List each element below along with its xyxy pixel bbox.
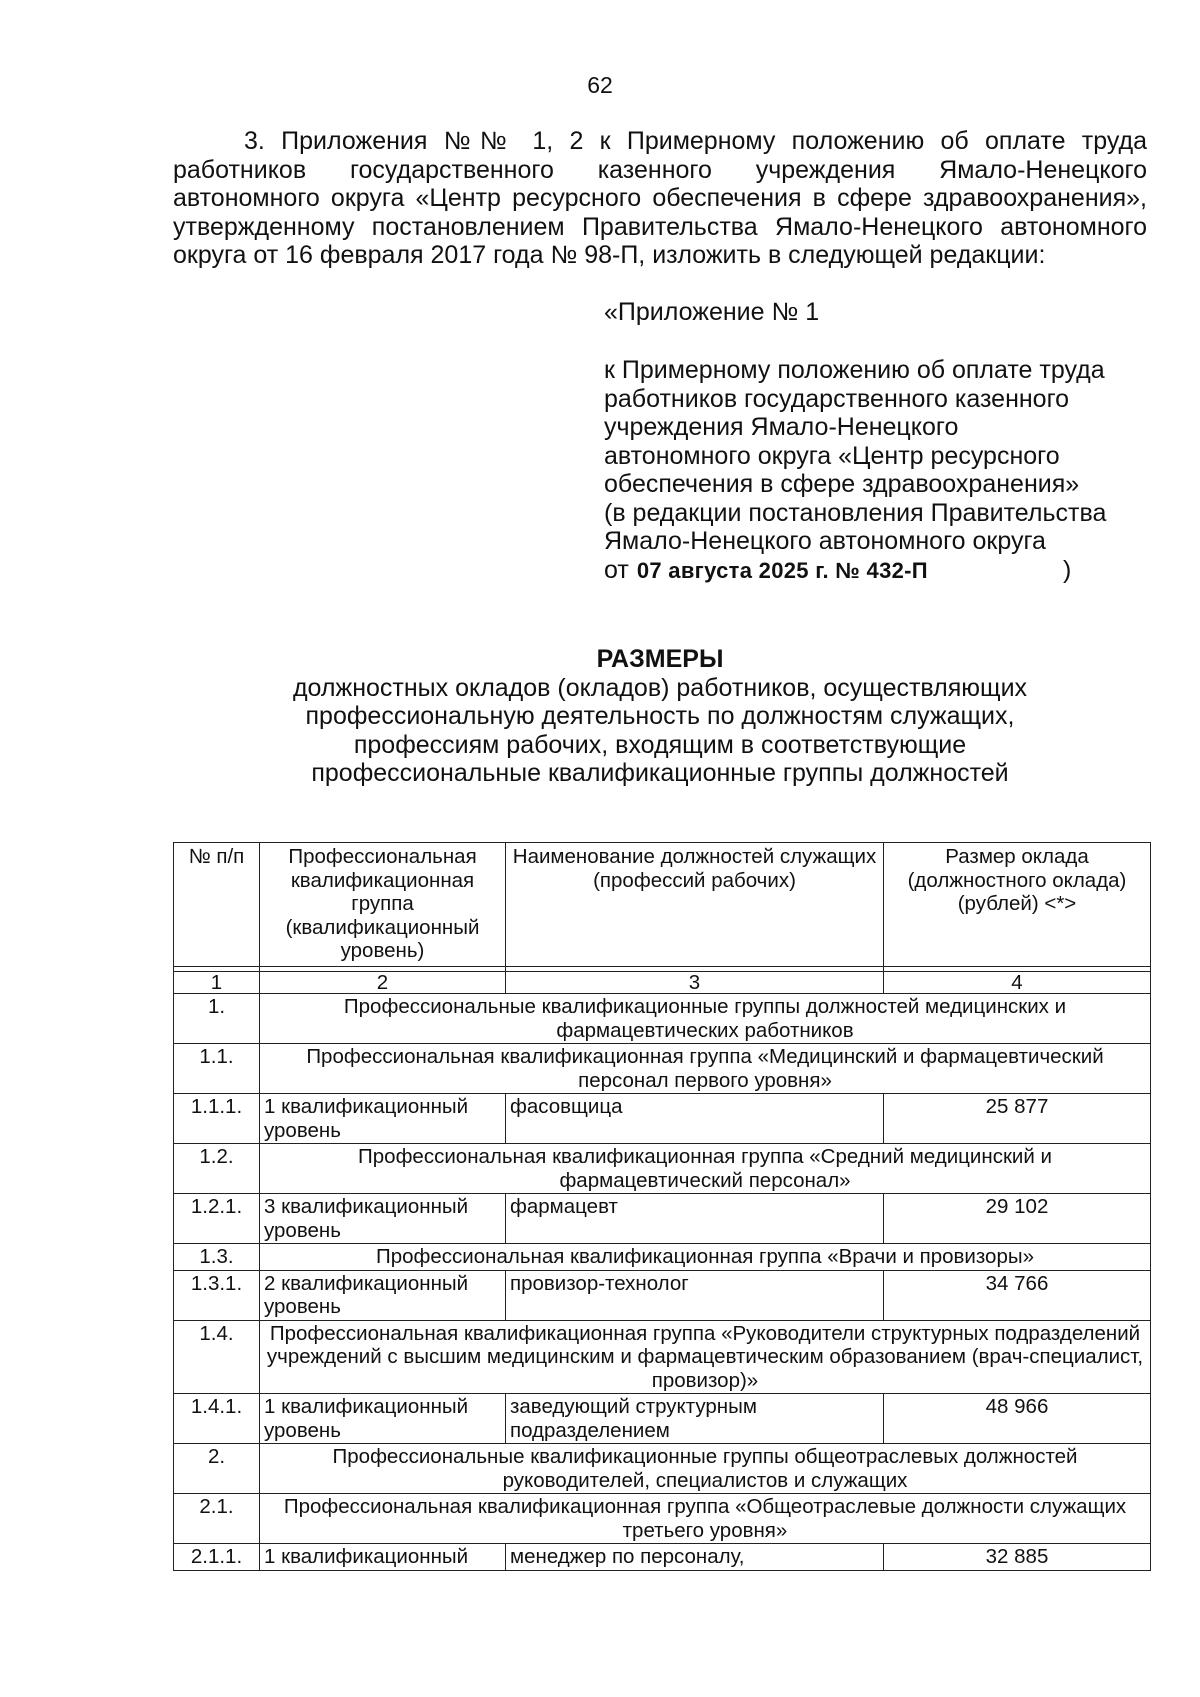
group-title: Профессиональная квалификационная группа «Врачи и провизоры»: [260, 1244, 1151, 1271]
appendix-line: учреждения Ямало-Ненецкого: [604, 413, 959, 441]
header-cell: Профессиональная квалификационная группа (квалификационный уровень): [260, 843, 506, 967]
position-name: менеджер по персоналу,: [506, 1544, 884, 1571]
table-row: [174, 1270, 1151, 1320]
row-number: 1.1.: [174, 1044, 260, 1094]
appendix-line: Ямало-Ненецкого автономного округа: [604, 527, 1046, 555]
qualification-level: 1 квалификационный: [260, 1544, 506, 1571]
page-number: 62: [587, 72, 613, 98]
column-number-row: [174, 972, 1151, 994]
table-row: [174, 1494, 1151, 1544]
position-name: провизор-технолог: [506, 1270, 884, 1320]
group-title: Профессиональная квалификационная группа «Средний медицинский и фармацевтический персонал»: [260, 1144, 1151, 1194]
heading-title: РАЗМЕРЫ: [596, 645, 724, 673]
row-number: 1.1.1.: [174, 1094, 260, 1144]
position-name: фасовщица: [506, 1094, 884, 1144]
salary-value: 34 766: [884, 1270, 1151, 1320]
header-cell: Наименование должностей служащих (профессий рабочих): [506, 843, 884, 967]
heading-line: профессиональную деятельность по должностям служащих,: [305, 702, 1015, 730]
heading-line: профессиональные квалификационные группы должностей: [311, 759, 1009, 787]
table-row: [174, 1394, 1151, 1444]
row-number: 1.4.: [174, 1320, 260, 1394]
row-number: 1.3.1.: [174, 1270, 260, 1320]
group-title: Профессиональная квалификационная группа «Медицинский и фармацевтический персонал первого уровня»: [260, 1044, 1151, 1094]
row-number: 1.: [174, 994, 260, 1044]
salary-value: 25 877: [884, 1094, 1151, 1144]
salary-table: [173, 842, 1151, 1571]
appendix-date-line: [604, 556, 1164, 586]
table-row: [174, 1544, 1151, 1571]
appendix-line: обеспечения в сфере здравоохранения»: [604, 470, 1080, 498]
appendix-line: автономного округа «Центр ресурсного: [604, 441, 1060, 470]
heading-line: должностных окладов (окладов) работников, осуществляющих: [292, 673, 1028, 702]
table-row: [174, 994, 1151, 1044]
salary-value: 32 885: [884, 1544, 1151, 1571]
group-title: Профессиональные квалификационные группы общеотраслевых должностей руководителей, специалистов и служащих: [260, 1444, 1151, 1494]
resolution-date: 07 августа 2025 г. № 432-П: [636, 557, 928, 583]
date-prefix: от: [604, 555, 629, 584]
position-name: фармацевт: [506, 1194, 884, 1244]
table-header-row: [174, 843, 1151, 967]
row-number: 1.4.1.: [174, 1394, 260, 1444]
appendix-line: (в редакции постановления Правительства: [604, 498, 1107, 527]
heading-line: профессиям рабочих, входящим в соответствующие: [353, 730, 967, 759]
group-title: Профессиональная квалификационная группа «Общеотраслевые должности служащих третьего уровня»: [260, 1494, 1151, 1544]
appendix-block: [604, 356, 1164, 585]
table-row: [174, 1094, 1151, 1144]
table-row: [174, 1444, 1151, 1494]
table-row: [174, 1044, 1151, 1094]
group-title: Профессиональные квалификационные группы должностей медицинских и фармацевтических работников: [260, 994, 1151, 1044]
document-heading: [173, 645, 1147, 788]
qualification-level: 1 квалификационный уровень: [260, 1394, 506, 1444]
appendix-line: работников государственного казенного: [604, 384, 1070, 413]
column-number: 2: [260, 972, 506, 994]
date-suffix: ): [1063, 555, 1072, 584]
salary-value: 48 966: [884, 1394, 1151, 1444]
qualification-level: 2 квалификационный уровень: [260, 1270, 506, 1320]
row-number: 1.3.: [174, 1244, 260, 1271]
salary-value: 29 102: [884, 1194, 1151, 1244]
qualification-level: 3 квалификационный уровень: [260, 1194, 506, 1244]
row-number: 2.1.1.: [174, 1544, 260, 1571]
row-number: 1.2.1.: [174, 1194, 260, 1244]
column-number: 3: [506, 972, 884, 994]
table-row: [174, 1194, 1151, 1244]
table-row: [174, 1144, 1151, 1194]
intro-paragraph: 3. Приложения №№ 1, 2 к Примерному положению об оплате труда работников государственного казенного учреждения Ямало-Ненецкого автономного округа «Центр ресурсного обеспечения в сфере здравоохранения», утвержденному постановлением Правительства Ямало-Ненецкого автономного округа от 16 февраля 2017 года № 98-П, изложить в следующей редакции:: [173, 127, 1147, 269]
table-row: [174, 1320, 1151, 1394]
row-number: 2.1.: [174, 1494, 260, 1544]
header-cell: Размер оклада (должностного оклада) (рублей) <*>: [884, 843, 1151, 967]
appendix-title: «Приложение № 1: [604, 298, 820, 326]
row-number: 1.2.: [174, 1144, 260, 1194]
table-row: [174, 1244, 1151, 1271]
column-number: 4: [884, 972, 1151, 994]
position-name: заведующий структурным подразделением: [506, 1394, 884, 1444]
row-number: 2.: [174, 1444, 260, 1494]
column-number: 1: [174, 972, 260, 994]
header-cell: № п/п: [174, 843, 260, 967]
appendix-line: к Примерному положению об оплате труда: [604, 356, 1105, 384]
group-title: Профессиональная квалификационная группа «Руководители структурных подразделений учреждений с высшим медицинским и фармацевтическим образованием (врач-специалист, провизор)»: [260, 1320, 1151, 1394]
qualification-level: 1 квалификационный уровень: [260, 1094, 506, 1144]
